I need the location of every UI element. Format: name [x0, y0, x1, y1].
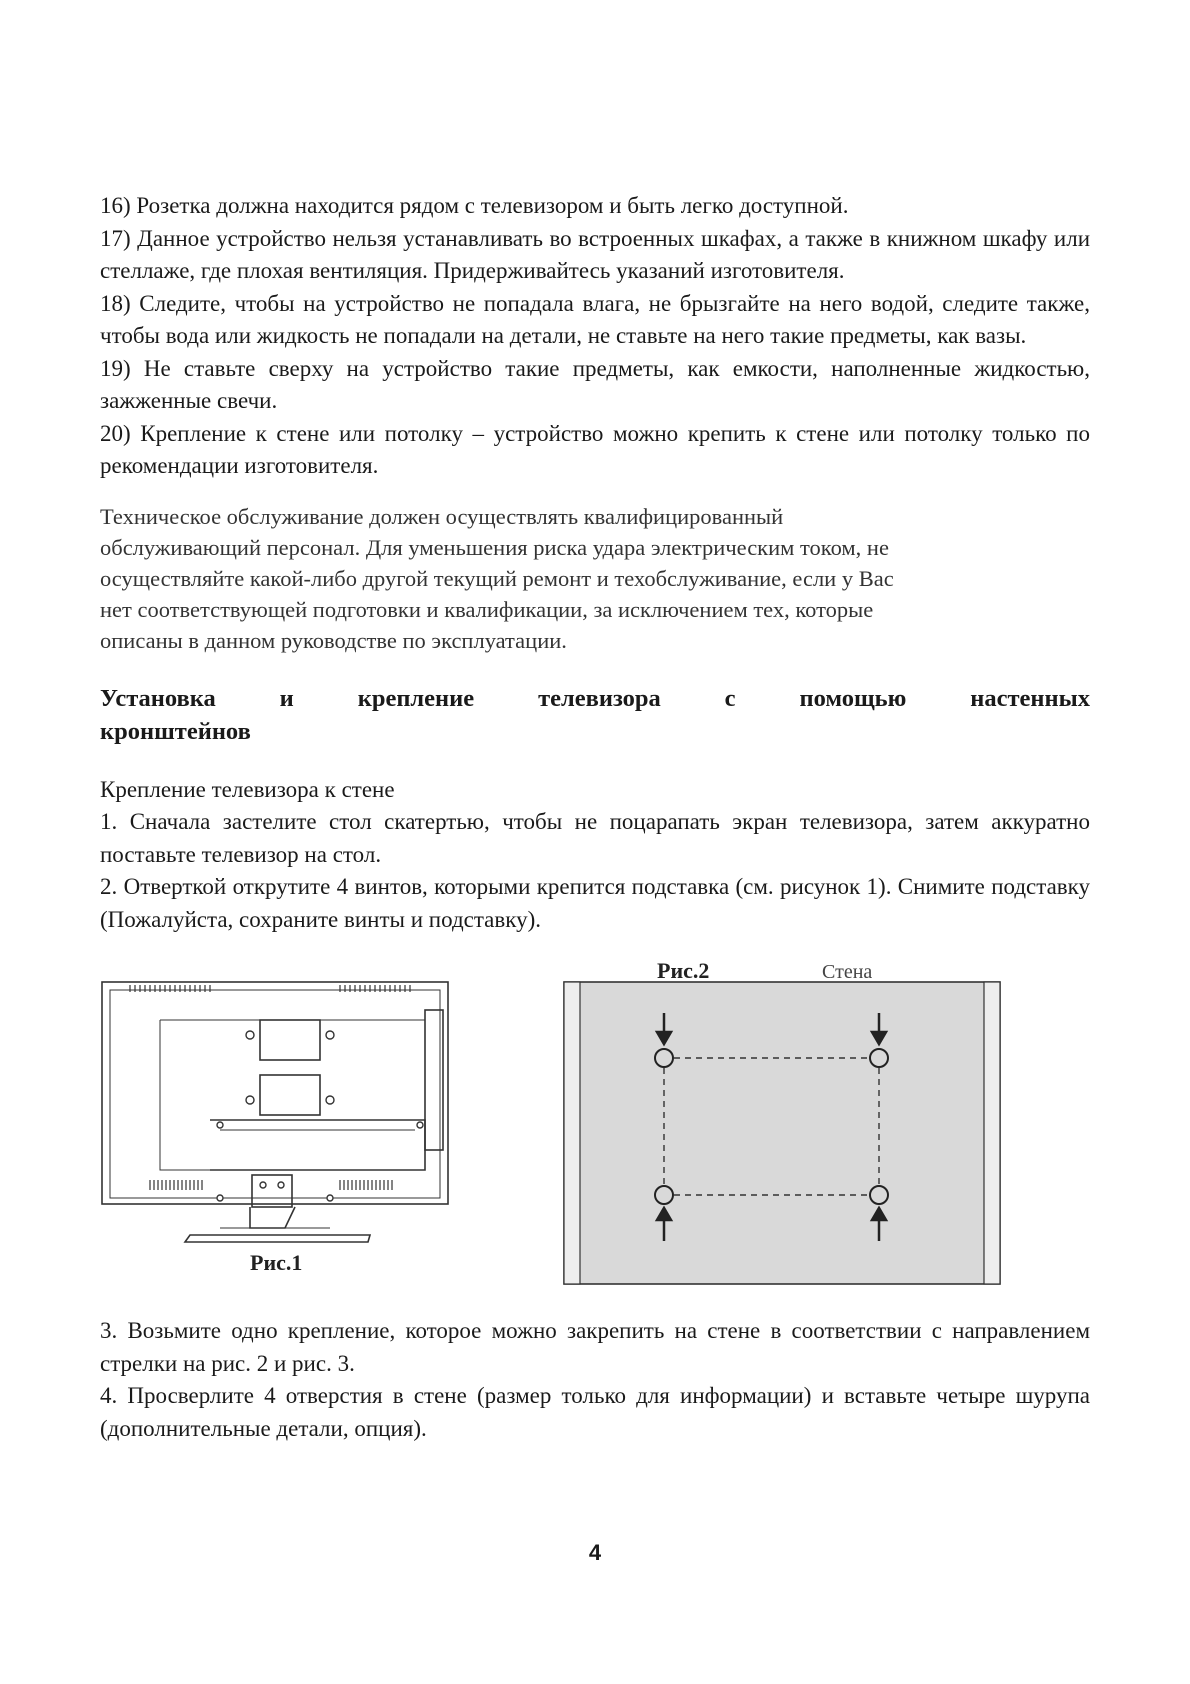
subheading: Крепление телевизора к стене	[100, 776, 395, 802]
step-1: 1. Сначала застелите стол скатертью, чтобы не поцарапать экран телевизора, затем аккуратно поставьте телевизор на стол.	[100, 809, 1090, 867]
figure2-caption: Рис.2	[657, 958, 710, 983]
section-heading-line2: кронштейнов	[100, 717, 251, 745]
service-paragraph	[100, 501, 1090, 656]
service-line: осуществляйте какой-либо другой текущий ремонт и техобслуживание, если у Вас	[100, 565, 894, 591]
figure1-caption: Рис.1	[250, 1250, 303, 1275]
item-16: 16) Розетка должна находится рядом с телевизором и быть легко доступной.	[100, 193, 849, 218]
service-line: описаны в данном руководстве по эксплуатации.	[100, 627, 567, 653]
service-line: нет соответствующей подготовки и квалификации, за исключением тех, которые	[100, 596, 874, 622]
figures	[100, 958, 1090, 1303]
service-line: обслуживающий персонал. Для уменьшения риска удара электрическим током, не	[100, 534, 889, 560]
step-3: 3. Возьмите одно крепление, которое можно закрепить на стене в соответствии с направлением стрелки на рис. 2 и рис. 3.	[100, 1318, 1090, 1376]
section-heading-line1: Установка и крепление телевизора с помощью настенных	[100, 684, 1090, 712]
service-line: Техническое обслуживание должен осуществлять квалифицированный	[100, 503, 784, 529]
item-18: 18) Следите, чтобы на устройство не попадала влага, не брызгайте на него водой, следите также, чтобы вода или жидкость не попадали на детали, не ставьте на него такие предметы, как вазы.	[100, 290, 1090, 348]
wall-label: Стена	[822, 961, 873, 983]
item-17: 17) Данное устройство нельзя устанавливать во встроенных шкафах, а также в книжном шкафу или стеллаже, где плохая вентиляция. Придерживайтесь указаний изготовителя.	[100, 225, 1090, 283]
wall-mount-figure	[562, 958, 1002, 1286]
item-19: 19) Не ставьте сверху на устройство такие предметы, как емкости, наполненные жидкостью, зажженные свечи.	[100, 355, 1090, 413]
step-2: 2. Отверткой открутите 4 винтов, которыми крепится подставка (см. рисунок 1). Снимите подставку (Пожалуйста, сохраните винты и подставку).	[100, 874, 1090, 932]
page-content	[100, 190, 1090, 1445]
step-4: 4. Просверлите 4 отверстия в стене (размер только для информации) и вставьте четыре шурупа (дополнительные детали, опция).	[100, 1383, 1090, 1441]
tv-back-figure	[100, 980, 475, 1280]
item-20: 20) Крепление к стене или потолку – устройство можно крепить к стене или потолку только по рекомендации изготовителя.	[100, 420, 1090, 478]
page-number: 4	[588, 1540, 602, 1565]
